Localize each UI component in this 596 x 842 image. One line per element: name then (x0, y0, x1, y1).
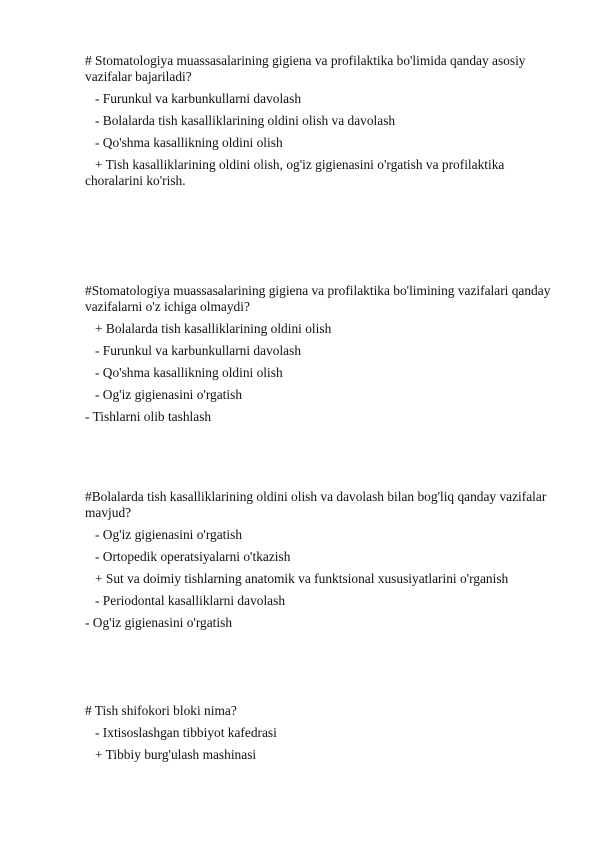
answer-option: - Periodontal kasalliklarni davolash (95, 593, 286, 608)
answer-option: - Qo'shma kasallikning oldini olish (95, 365, 283, 380)
answer-option: - Bolalarda tish kasalliklarining oldini olish va davolash (95, 113, 396, 128)
answer-option: - Og'iz gigienasini o'rgatish (85, 615, 233, 630)
question-block-1 (85, 53, 555, 189)
answer-option: - Furunkul va karbunkullarni davolash (95, 343, 302, 358)
answer-option: - Og'iz gigienasini o'rgatish (95, 527, 243, 542)
question-text: #Stomatologiya muassasalarining gigiena va profilaktika bo'limining vazifalari qanday vazifalarni o'z ichiga olmaydi? (85, 283, 551, 314)
answer-option-correct: + Sut va doimiy tishlarning anatomik va funktsional xususiyatlarini o'rganish (95, 571, 509, 586)
answer-option: - Tishlarni olib tashlash (85, 409, 212, 424)
answer-option: - Furunkul va karbunkullarni davolash (95, 91, 302, 106)
question-block-3 (85, 489, 555, 631)
answer-option-correct: + Tibbiy burg'ulash mashinasi (95, 747, 257, 762)
question-block-4 (85, 703, 555, 763)
answer-option: - Ortopedik operatsiyalarni o'tkazish (95, 549, 291, 564)
question-text: # Stomatologiya muassasalarining gigiena va profilaktika bo'limida qanday asosiy vazifalar bajariladi? (85, 53, 526, 84)
question-block-2 (85, 283, 555, 425)
question-text: #Bolalarda tish kasalliklarining oldini olish va davolash bilan bog'liq qanday vazifalar mavjud? (85, 489, 547, 520)
answer-option-correct: + Bolalarda tish kasalliklarining oldini olish (95, 321, 332, 336)
question-text: # Tish shifokori bloki nima? (85, 703, 237, 718)
answer-option: - Qo'shma kasallikning oldini olish (95, 135, 283, 150)
answer-option: - Og'iz gigienasini o'rgatish (95, 387, 243, 402)
answer-option-correct: + Tish kasalliklarining oldini olish, og'iz gigienasini o'rgatish va profilaktika choralarini ko'rish. (85, 157, 505, 188)
answer-option: - Ixtisoslashgan tibbiyot kafedrasi (95, 725, 277, 740)
